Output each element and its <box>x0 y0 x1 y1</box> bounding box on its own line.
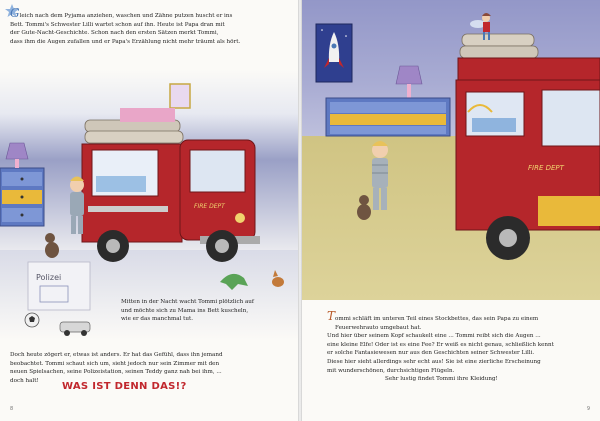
left-paragraph-1 <box>10 6 241 46</box>
text-line: der Gute-Nacht-Geschichte. Schon nach den ersten Sätzen merkt Tommi, <box>10 30 219 37</box>
text-line: doch halt! <box>10 377 39 384</box>
dresser <box>326 98 450 136</box>
text-line: Doch heute zögert er, etwas ist anders. Er hat das Gefühl, dass ihn jemand <box>10 352 223 358</box>
page-number-left: 8 <box>10 406 14 412</box>
soccer-ball-icon <box>25 313 39 327</box>
text-line: und möchte sich zu Mama ins Bett kuscheln, <box>121 307 249 314</box>
text-line: beobachtet. Tommi schaut sich um, sieht jedoch nur sein Zimmer mit den <box>10 360 220 367</box>
text-line: Tommi schläft im unteren Teil eines Stockbettes, das sein Papa zu einem <box>327 309 539 323</box>
text-line: Feuerwehrauto umgebaut hat. <box>335 324 422 331</box>
picture-frame <box>170 84 190 108</box>
left-paragraph-2 <box>121 298 254 324</box>
dresser <box>0 168 44 226</box>
right-truck-label: FIRE DEPT <box>528 164 564 172</box>
page-number-right: 9 <box>586 406 590 412</box>
text-line: Gleich nach dem Pyjama anziehen, waschen und Zähne putzen huscht er ins <box>10 6 233 20</box>
fire-truck-bed <box>456 34 600 260</box>
dropcap: T <box>327 309 336 323</box>
text-line: Diese hier sieht allerdings sehr echt aus! Sie ist eine zierliche Erscheinung <box>327 358 541 365</box>
dropcap: G <box>10 6 20 20</box>
text-line: er solche Fantasiewesen nur aus den Geschichten seiner Schwester Lilli. <box>327 350 535 357</box>
text-line: dass ihm die Augen zufallen und er Papa's Erzählung nicht mehr träumt als hört. <box>10 38 241 45</box>
rocket-icon <box>316 24 352 82</box>
text-line: Sehr lustig findet Tommi ihre Kleidung! <box>385 376 498 383</box>
text-line: Und hier über seinem Kopf schaukelt eine ... Tommi reibt sich die Augen ... <box>327 333 541 340</box>
text-line: neuen Spielsachen, seine Polizeistation, seinen Teddy ganz nah bei ihm, ... <box>10 369 222 376</box>
text-line: Bett. Tommi's Schwester Lilli wartet schon auf ihn. Heute ist Papa dran mit <box>10 21 225 28</box>
right-page <box>302 0 600 421</box>
right-paragraph <box>327 309 554 384</box>
text-line: Mitten in der Nacht wacht Tommi plötzlich auf <box>121 299 254 305</box>
police-drawing <box>28 262 90 310</box>
headline: WAS IST DENN DAS!? <box>62 381 187 392</box>
left-page <box>0 0 298 421</box>
left-truck-label: FIRE DEPT <box>194 203 225 210</box>
text-line: wie er das manchmal tut. <box>121 316 194 323</box>
drawing-label: Polizei <box>36 273 62 282</box>
text-line: mit wunderschönen, durchsichtigen Flügeln. <box>327 367 455 374</box>
text-line: eine kleine Elfe! Oder ist es eine Fee? Er weiß es nicht genau, schließlich kennt <box>327 341 554 348</box>
